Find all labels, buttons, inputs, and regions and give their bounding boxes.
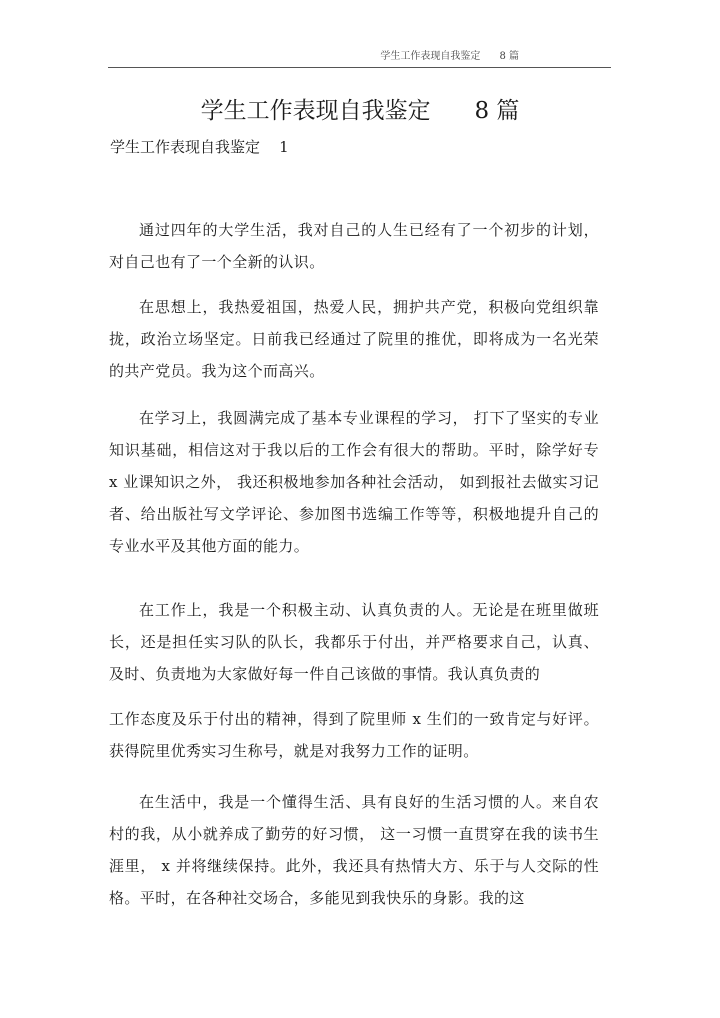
paragraph-2: 在思想上，我热爱祖国，热爱人民，拥护共产党，积极向党组织靠拢，政治立场坚定。日前我已经通过了院里的推优，即将成为一名光荣的共产党员。我为这个而高兴。 bbox=[109, 298, 599, 380]
paragraph-3: 在学习上，我圆满完成了基本专业课程的学习， 打下了坚实的专业知识基础，相信这对于我以后的工作会有很大的帮助。平时，除学好专 x 业课知识之外， 我还积极地参加各种社会活动， 如到报社去做实习记者、给出版社写文学评论、参加图书选编工作等等，积极地提升自己的专业水平及其他方面的能力。 bbox=[109, 409, 599, 555]
running-header-title: 学生工作表现自我鉴定 8 篇 bbox=[380, 51, 519, 62]
paragraph-5: 在生活中，我是一个懂得生活、具有良好的生活习惯的人。来自农村的我，从小就养成了勤劳的好习惯， 这一习惯一直贯穿在我的读书生涯里， x 并将继续保持。此外，我还具有热情大方、乐于与人交际的性格。平时，在各种社交场合，多能见到我快乐的身影。我的这 bbox=[109, 793, 599, 907]
paragraph-4-continued: 工作态度及乐于付出的精神，得到了院里师 x 生们的一致肯定与好评。获得院里优秀实习生称号，就是对我努力工作的证明。 bbox=[109, 710, 599, 760]
section-heading: 学生工作表现自我鉴定 1 bbox=[110, 138, 289, 156]
document-title: 学生工作表现自我鉴定 8 篇 bbox=[200, 98, 520, 124]
running-header bbox=[108, 47, 611, 68]
paragraph-4: 在工作上，我是一个积极主动、认真负责的人。无论是在班里做班长，还是担任实习队的队长，我都乐于付出，并严格要求自己，认真、及时、负责地为大家做好每一件自己该做的事情。我认真负责的 bbox=[109, 601, 599, 683]
paragraph-1: 通过四年的大学生活，我对自己的人生已经有了一个初步的计划，对自己也有了一个全新的认识。 bbox=[109, 221, 599, 271]
